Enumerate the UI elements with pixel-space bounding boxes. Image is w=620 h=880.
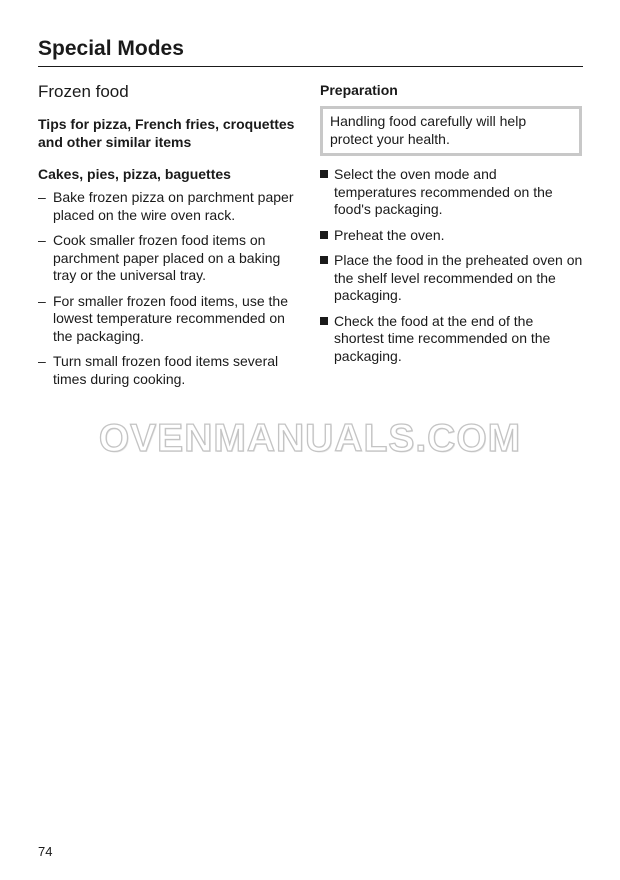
safety-note: Handling food carefully will help protect your health.	[320, 106, 582, 156]
list-item-text: Check the food at the end of the shortest time recommended on the packaging.	[334, 312, 551, 364]
square-bullet-icon	[320, 317, 328, 325]
cakes-heading: Cakes, pies, pizza, baguettes	[38, 166, 231, 182]
right-column	[320, 81, 583, 373]
section-title: Frozen food	[38, 82, 129, 101]
dash-marker: –	[38, 189, 46, 205]
list-item	[38, 189, 306, 224]
page-title: Special Modes	[38, 37, 184, 60]
watermark: OVENMANUALS.COM	[98, 417, 522, 460]
left-column	[38, 81, 306, 396]
list-item-text: Cook smaller frozen food items on parchment paper placed on a baking tray or the universal tray.	[53, 232, 281, 283]
list-item-text: Place the food in the preheated oven on the shelf level recommended on the packaging.	[334, 252, 583, 303]
tips-heading: Tips for pizza, French fries, croquettes and other similar items	[38, 116, 295, 150]
list-item-text: Turn small frozen food items several times during cooking.	[53, 353, 279, 387]
title-divider	[38, 66, 583, 67]
square-bullet-icon	[320, 170, 328, 178]
preparation-heading: Preparation	[320, 82, 398, 98]
preparation-steps	[320, 166, 583, 365]
list-item	[320, 313, 583, 366]
list-item-text: Preheat the oven.	[334, 226, 445, 243]
list-item	[320, 227, 583, 245]
list-item-text: Bake frozen pizza on parchment paper placed on the wire oven rack.	[53, 189, 294, 223]
dash-marker: –	[38, 292, 46, 309]
square-bullet-icon	[320, 256, 328, 264]
list-item	[38, 293, 306, 346]
list-item	[38, 353, 306, 388]
dash-marker: –	[38, 232, 46, 248]
list-item-text: For smaller frozen food items, use the lowest temperature recommended on the packaging.	[53, 292, 288, 344]
list-item-text: Select the oven mode and temperatures recommended on the food's packaging.	[334, 166, 553, 217]
square-bullet-icon	[320, 231, 328, 239]
tips-list	[38, 189, 306, 388]
list-item	[38, 232, 306, 285]
page-number: 74	[38, 844, 53, 859]
list-item	[320, 252, 583, 305]
dash-marker: –	[38, 353, 46, 369]
list-item	[320, 166, 583, 219]
